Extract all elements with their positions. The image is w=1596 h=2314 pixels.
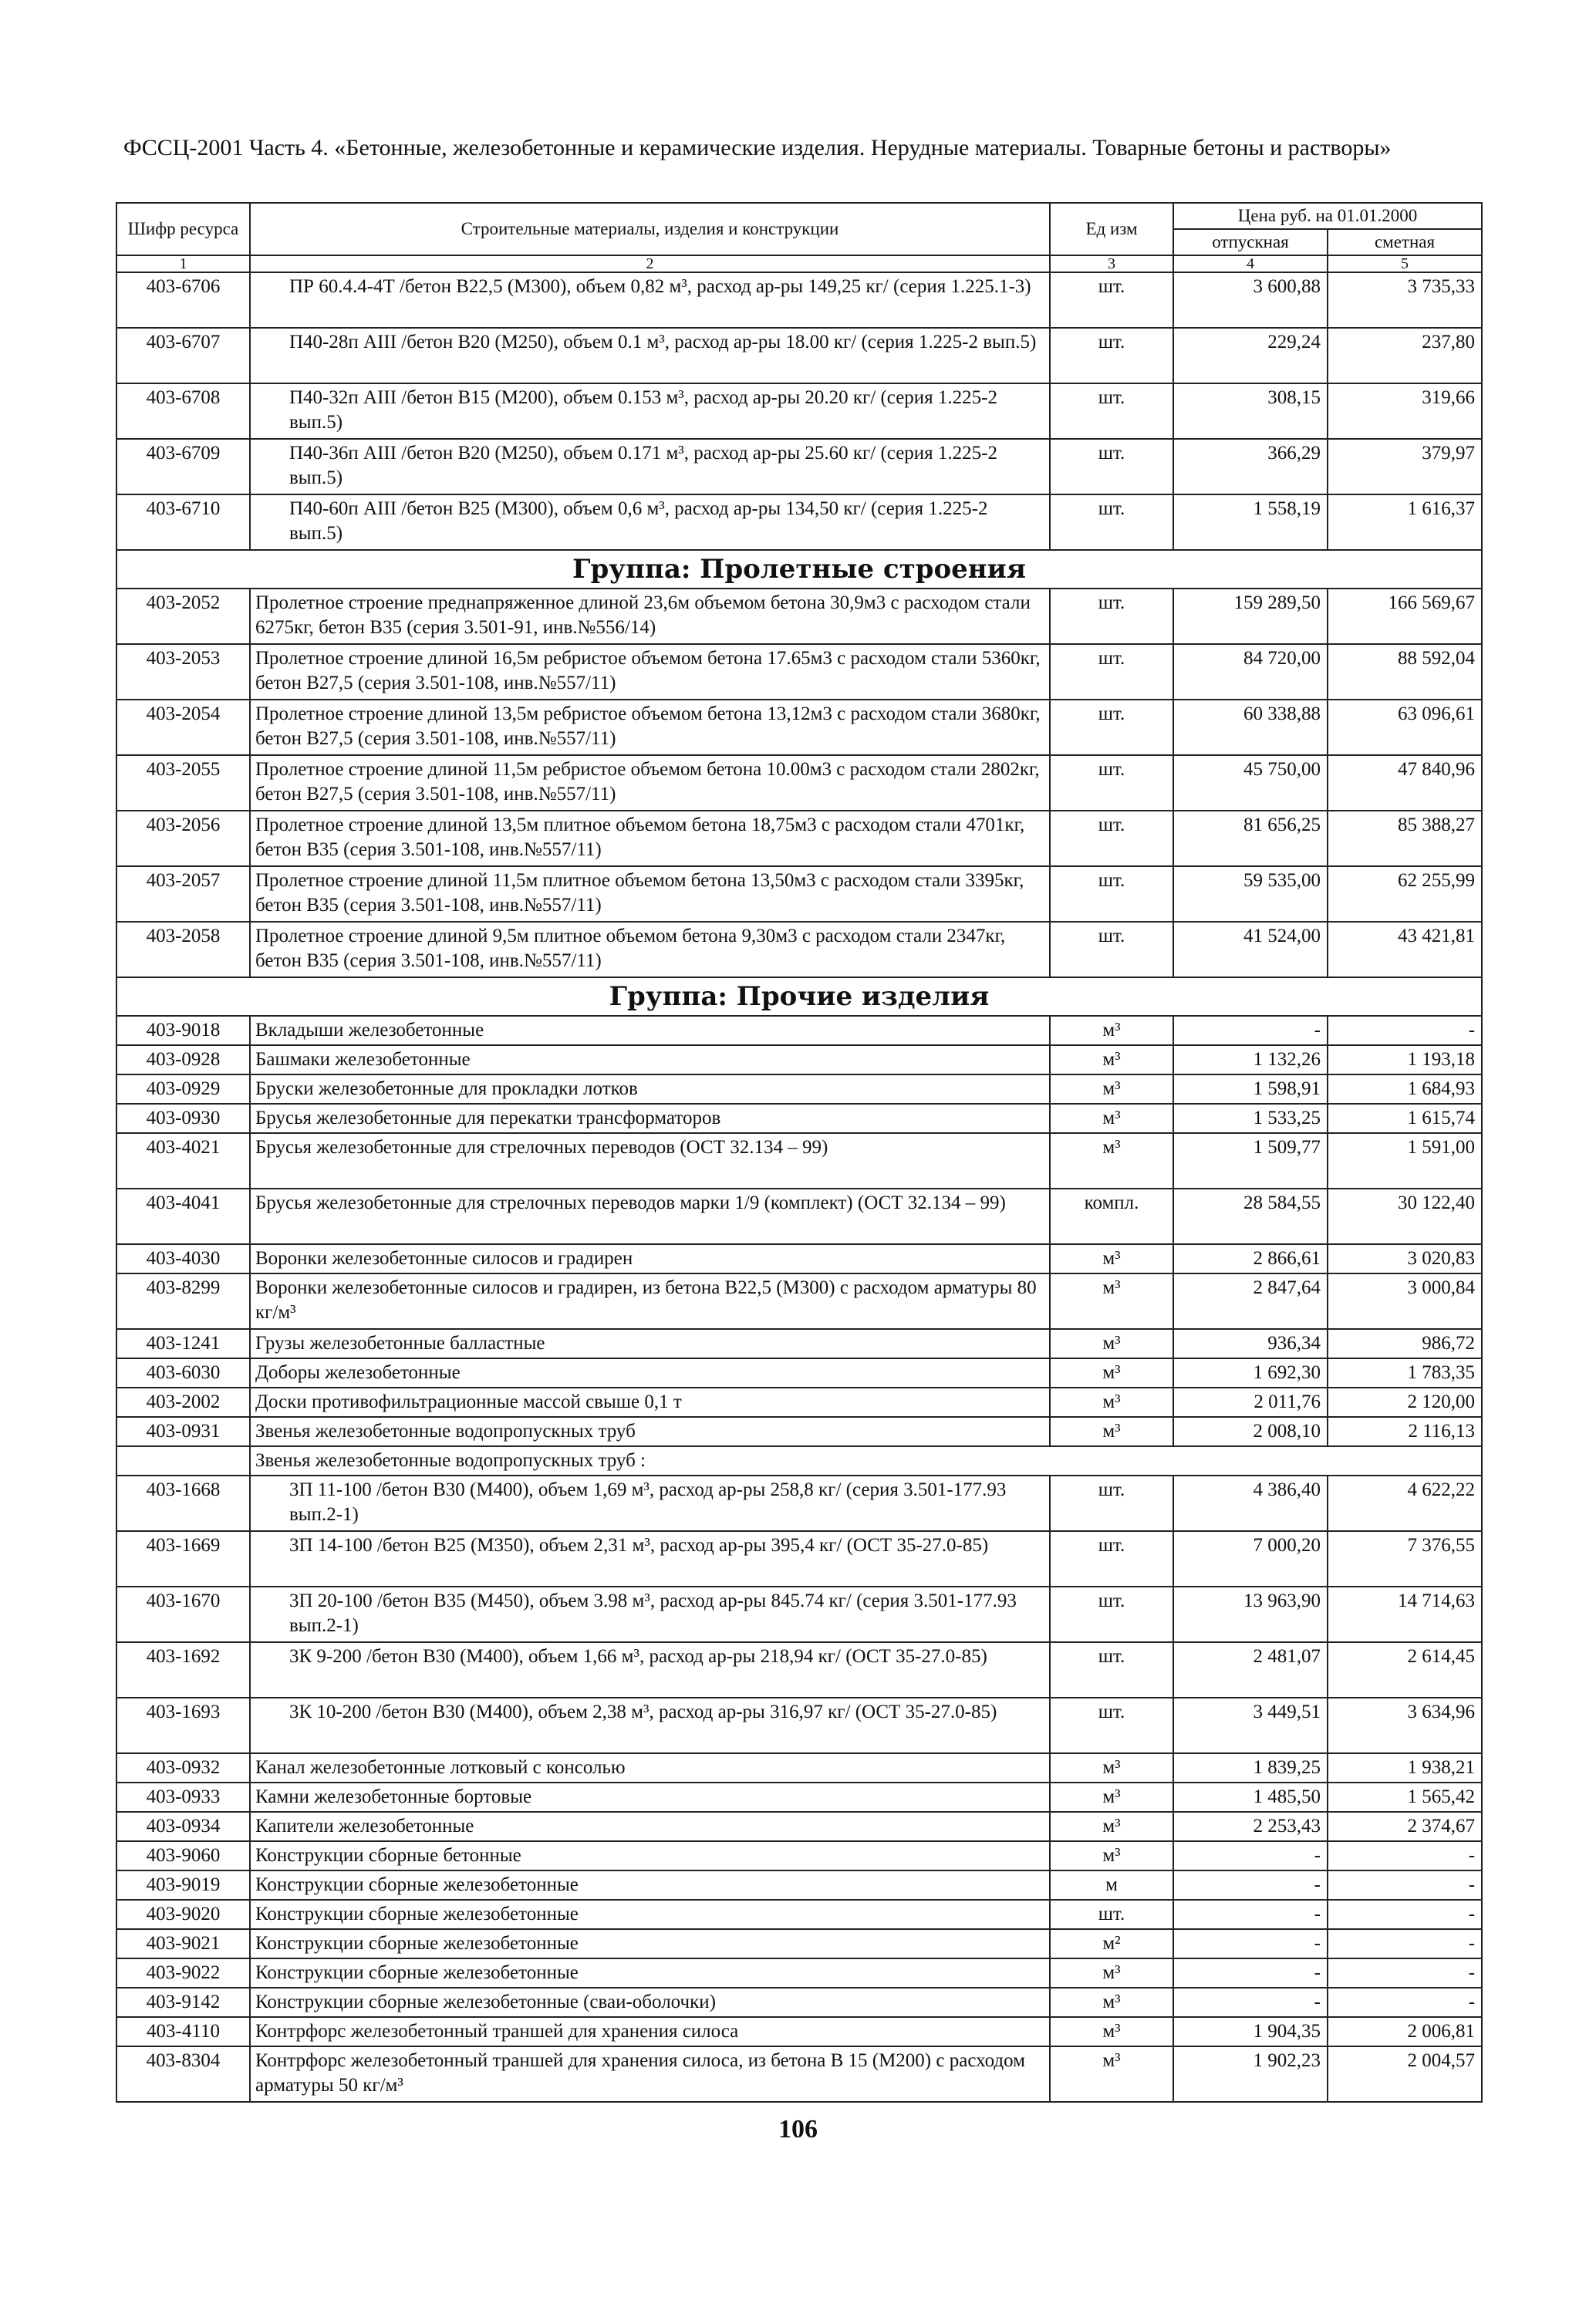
- table-cell-release-price: 1 839,25: [1173, 1753, 1328, 1783]
- table-cell-name: П40-36п АIII /бетон В20 (М250), объем 0.171 м³, расход ар-ры 25.60 кг/ (серия 1.225-2 вып.5): [250, 439, 1050, 494]
- table-cell-name: 3П 20-100 /бетон В35 (М450), объем 3.98 м³, расход ар-ры 845.74 кг/ (серия 3.501-177.93 вып.2-1): [250, 1587, 1050, 1642]
- table-cell-code: 403-2055: [116, 755, 250, 811]
- table-row: [116, 1642, 1482, 1698]
- table-cell-name: Контрфорс железобетонный траншей для хранения силоса: [250, 2017, 1050, 2046]
- table-cell-unit: шт.: [1050, 1900, 1173, 1929]
- table-cell-unit: шт.: [1050, 1587, 1173, 1642]
- table-cell-name: Капители железобетонные: [250, 1812, 1050, 1841]
- table-cell-release-price: -: [1173, 1988, 1328, 2017]
- table-cell-release-price: 4 386,40: [1173, 1476, 1328, 1531]
- table-cell-release-price: 84 720,00: [1173, 644, 1328, 700]
- table-cell-estimate-price: 2 120,00: [1328, 1388, 1482, 1417]
- table-cell-code: 403-0934: [116, 1812, 250, 1841]
- rows-other-b: [116, 1753, 1482, 2102]
- table-row: [116, 1358, 1482, 1388]
- table-cell-estimate-price: 7 376,55: [1328, 1531, 1482, 1587]
- table-cell-name: Пролетное строение длиной 11,5м плитное объемом бетона 13,50м3 с расходом стали 3395кг, бетон В35 (серия 3.501-108, инв.№557/11): [250, 866, 1050, 922]
- table-row: [116, 1133, 1482, 1189]
- group-heading-other: Группа: Прочие изделия: [116, 977, 1482, 1016]
- table-cell-name: Пролетное строение длиной 13,5м ребристое объемом бетона 13,12м3 с расходом стали 3680кг, бетон В27,5 (серия 3.501-108, инв.№557/11): [250, 700, 1050, 755]
- table-row: [116, 1841, 1482, 1870]
- table-cell-name: Канал железобетонные лотковый с консолью: [250, 1753, 1050, 1783]
- table-cell-release-price: 229,24: [1173, 328, 1328, 383]
- table-cell-estimate-price: 1 938,21: [1328, 1753, 1482, 1783]
- table-cell-release-price: 2 011,76: [1173, 1388, 1328, 1417]
- table-cell-unit: м: [1050, 1870, 1173, 1900]
- table-cell-release-price: -: [1173, 1870, 1328, 1900]
- group-heading-spans: Группа: Пролетные строения: [116, 550, 1482, 589]
- table-cell-unit: шт.: [1050, 811, 1173, 866]
- rows-spans: [116, 589, 1482, 977]
- table-cell-release-price: 45 750,00: [1173, 755, 1328, 811]
- table-row: [116, 1329, 1482, 1358]
- table-cell-release-price: 308,15: [1173, 383, 1328, 439]
- table-cell-unit: м³: [1050, 1753, 1173, 1783]
- table-cell-release-price: 1 598,91: [1173, 1074, 1328, 1104]
- table-cell-release-price: 3 600,88: [1173, 272, 1328, 328]
- table-cell-unit: шт.: [1050, 1698, 1173, 1753]
- table-cell-estimate-price: 88 592,04: [1328, 644, 1482, 700]
- table-row: [116, 439, 1482, 494]
- table-cell-name: Звенья железобетонные водопропускных труб: [250, 1417, 1050, 1446]
- table-cell-estimate-price: 166 569,67: [1328, 589, 1482, 644]
- table-cell-code: 403-4110: [116, 2017, 250, 2046]
- table-cell-estimate-price: -: [1328, 1958, 1482, 1988]
- table-cell-estimate-price: -: [1328, 1988, 1482, 2017]
- table-row: [116, 811, 1482, 866]
- table-row: [116, 1900, 1482, 1929]
- table-cell-release-price: -: [1173, 1900, 1328, 1929]
- table-cell-estimate-price: -: [1328, 1016, 1482, 1045]
- table-cell-estimate-price: 4 622,22: [1328, 1476, 1482, 1531]
- column-number: 2: [250, 255, 1050, 272]
- table-cell-release-price: 13 963,90: [1173, 1587, 1328, 1642]
- table-cell-unit: шт.: [1050, 1476, 1173, 1531]
- table-row: [116, 1388, 1482, 1417]
- table-cell-unit: м³: [1050, 1417, 1173, 1446]
- table-cell-estimate-price: 62 255,99: [1328, 866, 1482, 922]
- table-cell-estimate-price: 2 614,45: [1328, 1642, 1482, 1698]
- table-cell-name: 3П 14-100 /бетон В25 (М350), объем 2,31 м³, расход ар-ры 395,4 кг/ (ОСТ 35-27.0-85): [250, 1531, 1050, 1587]
- table-cell-name: Пролетное строение длиной 9,5м плитное объемом бетона 9,30м3 с расходом стали 2347кг, бетон В35 (серия 3.501-108, инв.№557/11): [250, 922, 1050, 977]
- table-cell-unit: м³: [1050, 1244, 1173, 1273]
- table-cell-estimate-price: -: [1328, 1929, 1482, 1958]
- table-cell-code: 403-6707: [116, 328, 250, 383]
- table-cell-code: 403-0928: [116, 1045, 250, 1074]
- table-cell-name: 3К 9-200 /бетон В30 (М400), объем 1,66 м³, расход ар-ры 218,94 кг/ (ОСТ 35-27.0-85): [250, 1642, 1050, 1698]
- table-row: [116, 755, 1482, 811]
- table-cell-name: П40-32п АIII /бетон В15 (М200), объем 0.153 м³, расход ар-ры 20.20 кг/ (серия 1.225-2 вып.5): [250, 383, 1050, 439]
- table-cell-name: Вкладыши железобетонные: [250, 1016, 1050, 1045]
- header-unit: Ед изм: [1050, 203, 1173, 255]
- table-cell-unit: шт.: [1050, 922, 1173, 977]
- table-cell-code: 403-9018: [116, 1016, 250, 1045]
- table-cell-code: 403-9021: [116, 1929, 250, 1958]
- table-cell-unit: компл.: [1050, 1189, 1173, 1244]
- table-cell-unit: м³: [1050, 1329, 1173, 1358]
- table-cell-name: Конструкции сборные железобетонные: [250, 1900, 1050, 1929]
- table-cell-name: ПР 60.4.4-4Т /бетон В22,5 (М300), объем 0,82 м³, расход ар-ры 149,25 кг/ (серия 1.225.1-3): [250, 272, 1050, 328]
- table-row: [116, 328, 1482, 383]
- table-cell-estimate-price: 14 714,63: [1328, 1587, 1482, 1642]
- rows-other-a: [116, 1016, 1482, 1446]
- table-cell-release-price: 1 692,30: [1173, 1358, 1328, 1388]
- table-cell-name: Доски противофильтрационные массой свыше 0,1 т: [250, 1388, 1050, 1417]
- table-cell-code: 403-0931: [116, 1417, 250, 1446]
- table-cell-unit: шт.: [1050, 589, 1173, 644]
- table-cell-code: 403-9060: [116, 1841, 250, 1870]
- table-cell-estimate-price: 2 116,13: [1328, 1417, 1482, 1446]
- table-cell-estimate-price: 3 000,84: [1328, 1273, 1482, 1329]
- table-cell-code: 403-9022: [116, 1958, 250, 1988]
- table-cell-release-price: 81 656,25: [1173, 811, 1328, 866]
- table-cell-unit: м³: [1050, 1958, 1173, 1988]
- table-cell-estimate-price: 1 616,37: [1328, 494, 1482, 550]
- table-cell-estimate-price: 237,80: [1328, 328, 1482, 383]
- table-cell-release-price: 2 008,10: [1173, 1417, 1328, 1446]
- header-code: Шифр ресурса: [116, 203, 250, 255]
- table-row: [116, 1045, 1482, 1074]
- table-cell-code: 403-0933: [116, 1783, 250, 1812]
- table-cell-name: Конструкции сборные железобетонные (сваи-оболочки): [250, 1988, 1050, 2017]
- table-cell-name: Доборы железобетонные: [250, 1358, 1050, 1388]
- table-row: [116, 272, 1482, 328]
- table-cell-release-price: 1 132,26: [1173, 1045, 1328, 1074]
- table-cell-name: Пролетное строение длиной 13,5м плитное объемом бетона 18,75м3 с расходом стали 4701кг, бетон В35 (серия 3.501-108, инв.№557/11): [250, 811, 1050, 866]
- table-cell-name: Грузы железобетонные балластные: [250, 1329, 1050, 1358]
- column-number: 4: [1173, 255, 1328, 272]
- table-cell-unit: шт.: [1050, 866, 1173, 922]
- table-cell-release-price: 1 904,35: [1173, 2017, 1328, 2046]
- table-row: [116, 1189, 1482, 1244]
- table-row: [116, 1531, 1482, 1587]
- header-estimate-price: сметная: [1328, 229, 1482, 255]
- table-row: [116, 1812, 1482, 1841]
- table-cell-code: 403-2053: [116, 644, 250, 700]
- table-cell-estimate-price: 63 096,61: [1328, 700, 1482, 755]
- table-cell-release-price: 366,29: [1173, 439, 1328, 494]
- table-cell-name: 3К 10-200 /бетон В30 (М400), объем 2,38 м³, расход ар-ры 316,97 кг/ (ОСТ 35-27.0-85): [250, 1698, 1050, 1753]
- table-cell-unit: м³: [1050, 1388, 1173, 1417]
- table-cell-unit: шт.: [1050, 328, 1173, 383]
- table-row: [116, 1783, 1482, 1812]
- table-cell-estimate-price: 1 193,18: [1328, 1045, 1482, 1074]
- table-row: [116, 1587, 1482, 1642]
- table-cell-release-price: 2 253,43: [1173, 1812, 1328, 1841]
- table-cell-release-price: 1 533,25: [1173, 1104, 1328, 1133]
- table-row: [116, 1753, 1482, 1783]
- table-cell-estimate-price: 3 735,33: [1328, 272, 1482, 328]
- table-cell-code: 403-1668: [116, 1476, 250, 1531]
- table-cell-code: 403-1241: [116, 1329, 250, 1358]
- table-cell-unit: шт.: [1050, 1531, 1173, 1587]
- subheading: Звенья железобетонные водопропускных труб :: [250, 1446, 1482, 1476]
- table-cell-unit: шт.: [1050, 494, 1173, 550]
- table-cell-unit: шт.: [1050, 272, 1173, 328]
- table-cell-name: Пролетное строение преднапряженное длиной 23,6м объемом бетона 30,9м3 с расходом стали 6275кг, бетон В35 (серия 3.501-91, инв.№556/14): [250, 589, 1050, 644]
- table-cell-unit: м³: [1050, 1358, 1173, 1388]
- table-cell-unit: м³: [1050, 1045, 1173, 1074]
- table-cell-code: 403-4030: [116, 1244, 250, 1273]
- table-cell-code: 403-9019: [116, 1870, 250, 1900]
- header-name: Строительные материалы, изделия и конструкции: [250, 203, 1050, 255]
- table-cell-release-price: 1 485,50: [1173, 1783, 1328, 1812]
- table-cell-name: Башмаки железобетонные: [250, 1045, 1050, 1074]
- table-cell-name: П40-28п АIII /бетон В20 (М250), объем 0.1 м³, расход ар-ры 18.00 кг/ (серия 1.225-2 вып.5): [250, 328, 1050, 383]
- table-cell-code: 403-2058: [116, 922, 250, 977]
- table-cell-name: Контрфорс железобетонный траншей для хранения силоса, из бетона В 15 (М200) с расходом арматуры 50 кг/м³: [250, 2046, 1050, 2102]
- table-cell-release-price: -: [1173, 1929, 1328, 1958]
- table-cell-unit: м³: [1050, 1273, 1173, 1329]
- table-row: [116, 1244, 1482, 1273]
- table-cell-code: 403-2057: [116, 866, 250, 922]
- table-row: [116, 1417, 1482, 1446]
- table-cell-name: Камни железобетонные бортовые: [250, 1783, 1050, 1812]
- table-cell-code: 403-8299: [116, 1273, 250, 1329]
- table-cell-estimate-price: 986,72: [1328, 1329, 1482, 1358]
- table-row: [116, 700, 1482, 755]
- header-price: Цена руб. на 01.01.2000: [1173, 203, 1482, 229]
- table-cell-estimate-price: 1 591,00: [1328, 1133, 1482, 1189]
- table-cell-name: Брусья железобетонные для стрелочных переводов (ОСТ 32.134 – 99): [250, 1133, 1050, 1189]
- table-cell-name: Бруски железобетонные для прокладки лотков: [250, 1074, 1050, 1104]
- table-cell-unit: шт.: [1050, 755, 1173, 811]
- table-cell-release-price: 1 558,19: [1173, 494, 1328, 550]
- table-cell-code: 403-1669: [116, 1531, 250, 1587]
- table-cell-unit: шт.: [1050, 644, 1173, 700]
- table-cell-code: 403-6708: [116, 383, 250, 439]
- table-row: [116, 1476, 1482, 1531]
- table-cell-unit: шт.: [1050, 383, 1173, 439]
- table-cell-release-price: 7 000,20: [1173, 1531, 1328, 1587]
- table-row: [116, 1988, 1482, 2017]
- table-cell-code: 403-6706: [116, 272, 250, 328]
- column-number: 3: [1050, 255, 1173, 272]
- table-row: [116, 1016, 1482, 1045]
- table-cell-unit: м³: [1050, 1016, 1173, 1045]
- table-cell-name: Конструкции сборные железобетонные: [250, 1958, 1050, 1988]
- table-cell-unit: м³: [1050, 2046, 1173, 2102]
- table-cell-code: 403-2056: [116, 811, 250, 866]
- table-cell-code: 403-0930: [116, 1104, 250, 1133]
- table-cell-estimate-price: 1 684,93: [1328, 1074, 1482, 1104]
- table-cell-estimate-price: 1 783,35: [1328, 1358, 1482, 1388]
- table-cell-name: Пролетное строение длиной 16,5м ребристое объемом бетона 17.65м3 с расходом стали 5360кг, бетон В27,5 (серия 3.501-108, инв.№557/11): [250, 644, 1050, 700]
- table-row: [116, 494, 1482, 550]
- table-row: [116, 1958, 1482, 1988]
- table-cell-release-price: 2 481,07: [1173, 1642, 1328, 1698]
- table-cell-release-price: 1 902,23: [1173, 2046, 1328, 2102]
- table-cell-code: 403-9020: [116, 1900, 250, 1929]
- table-cell-code: 403-4021: [116, 1133, 250, 1189]
- table-cell-release-price: 28 584,55: [1173, 1189, 1328, 1244]
- table-cell-code: 403-2052: [116, 589, 250, 644]
- table-cell-name: Воронки железобетонные силосов и градирен: [250, 1244, 1050, 1273]
- table-cell-unit: м³: [1050, 1783, 1173, 1812]
- table-cell-estimate-price: 2 006,81: [1328, 2017, 1482, 2046]
- table-cell-estimate-price: 2 374,67: [1328, 1812, 1482, 1841]
- table-cell-name: Пролетное строение длиной 11,5м ребристое объемом бетона 10.00м3 с расходом стали 2802кг, бетон В27,5 (серия 3.501-108, инв.№557/11): [250, 755, 1050, 811]
- table-cell-estimate-price: 3 634,96: [1328, 1698, 1482, 1753]
- table-cell-unit: м²: [1050, 1929, 1173, 1958]
- table-cell-release-price: 59 535,00: [1173, 866, 1328, 922]
- table-row: [116, 922, 1482, 977]
- table-cell-estimate-price: 1 615,74: [1328, 1104, 1482, 1133]
- table-cell-unit: м³: [1050, 1074, 1173, 1104]
- table-cell-unit: м³: [1050, 1812, 1173, 1841]
- table-cell-unit: м³: [1050, 1133, 1173, 1189]
- column-number: 1: [116, 255, 250, 272]
- document-title: ФССЦ-2001 Часть 4. «Бетонные, железобетонные и керамические изделия. Нерудные материалы. Товарные бетоны и растворы»: [123, 135, 1392, 160]
- table-cell-code: 403-2002: [116, 1388, 250, 1417]
- table-cell-unit: м³: [1050, 2017, 1173, 2046]
- table-row: [116, 866, 1482, 922]
- table-row: [116, 1273, 1482, 1329]
- table-cell-unit: шт.: [1050, 700, 1173, 755]
- table-cell-release-price: 1 509,77: [1173, 1133, 1328, 1189]
- price-table: [116, 202, 1483, 2103]
- table-row: [116, 1074, 1482, 1104]
- table-cell-code: 403-1693: [116, 1698, 250, 1753]
- table-cell-estimate-price: -: [1328, 1841, 1482, 1870]
- table-cell-estimate-price: 3 020,83: [1328, 1244, 1482, 1273]
- table-cell-code: [116, 1446, 250, 1476]
- table-row: [116, 383, 1482, 439]
- table-cell-name: Конструкции сборные бетонные: [250, 1841, 1050, 1870]
- table-cell-release-price: 2 866,61: [1173, 1244, 1328, 1273]
- table-cell-estimate-price: -: [1328, 1900, 1482, 1929]
- table-cell-unit: м³: [1050, 1104, 1173, 1133]
- table-cell-name: Конструкции сборные железобетонные: [250, 1929, 1050, 1958]
- table-row: [116, 1929, 1482, 1958]
- table-cell-code: 403-6709: [116, 439, 250, 494]
- table-cell-estimate-price: 43 421,81: [1328, 922, 1482, 977]
- table-cell-code: 403-4041: [116, 1189, 250, 1244]
- table-cell-estimate-price: 319,66: [1328, 383, 1482, 439]
- table-cell-name: Брусья железобетонные для стрелочных переводов марки 1/9 (комплект) (ОСТ 32.134 – 99): [250, 1189, 1050, 1244]
- table-cell-unit: шт.: [1050, 439, 1173, 494]
- page-number: 106: [778, 2115, 818, 2144]
- column-number: 5: [1328, 255, 1482, 272]
- table-cell-code: 403-0929: [116, 1074, 250, 1104]
- rows-top: [116, 272, 1482, 550]
- table-cell-estimate-price: 2 004,57: [1328, 2046, 1482, 2102]
- rows-pipes: [116, 1476, 1482, 1753]
- table-cell-code: 403-8304: [116, 2046, 250, 2102]
- table-cell-name: Воронки железобетонные силосов и градирен, из бетона В22,5 (М300) с расходом арматуры 80 кг/м³: [250, 1273, 1050, 1329]
- table-cell-name: 3П 11-100 /бетон В30 (М400), объем 1,69 м³, расход ар-ры 258,8 кг/ (серия 3.501-177.93 вып.2-1): [250, 1476, 1050, 1531]
- table-cell-estimate-price: 379,97: [1328, 439, 1482, 494]
- table-cell-estimate-price: -: [1328, 1870, 1482, 1900]
- table-cell-code: 403-2054: [116, 700, 250, 755]
- header-release-price: отпускная: [1173, 229, 1328, 255]
- table-row: [116, 644, 1482, 700]
- table-cell-release-price: -: [1173, 1016, 1328, 1045]
- table-row: [116, 1870, 1482, 1900]
- table-cell-code: 403-6710: [116, 494, 250, 550]
- table-cell-release-price: -: [1173, 1841, 1328, 1870]
- table-cell-release-price: 3 449,51: [1173, 1698, 1328, 1753]
- table-cell-estimate-price: 85 388,27: [1328, 811, 1482, 866]
- table-row: [116, 2017, 1482, 2046]
- table-cell-release-price: 41 524,00: [1173, 922, 1328, 977]
- table-cell-estimate-price: 47 840,96: [1328, 755, 1482, 811]
- table-row: [116, 589, 1482, 644]
- table-cell-code: 403-6030: [116, 1358, 250, 1388]
- table-cell-unit: м³: [1050, 1988, 1173, 2017]
- table-cell-estimate-price: 1 565,42: [1328, 1783, 1482, 1812]
- table-cell-release-price: 60 338,88: [1173, 700, 1328, 755]
- table-cell-code: 403-0932: [116, 1753, 250, 1783]
- table-cell-name: Брусья железобетонные для перекатки трансформаторов: [250, 1104, 1050, 1133]
- table-cell-name: Конструкции сборные железобетонные: [250, 1870, 1050, 1900]
- table-row: [116, 1104, 1482, 1133]
- table-cell-unit: шт.: [1050, 1642, 1173, 1698]
- table-cell-release-price: -: [1173, 1958, 1328, 1988]
- table-cell-code: 403-9142: [116, 1988, 250, 2017]
- table-row: [116, 1698, 1482, 1753]
- table-cell-name: П40-60п АIII /бетон В25 (М300), объем 0,6 м³, расход ар-ры 134,50 кг/ (серия 1.225-2 вып.5): [250, 494, 1050, 550]
- table-row: [116, 2046, 1482, 2102]
- table-cell-code: 403-1692: [116, 1642, 250, 1698]
- table-cell-estimate-price: 30 122,40: [1328, 1189, 1482, 1244]
- table-cell-unit: м³: [1050, 1841, 1173, 1870]
- table-cell-release-price: 936,34: [1173, 1329, 1328, 1358]
- table-cell-release-price: 159 289,50: [1173, 589, 1328, 644]
- table-cell-release-price: 2 847,64: [1173, 1273, 1328, 1329]
- table-cell-code: 403-1670: [116, 1587, 250, 1642]
